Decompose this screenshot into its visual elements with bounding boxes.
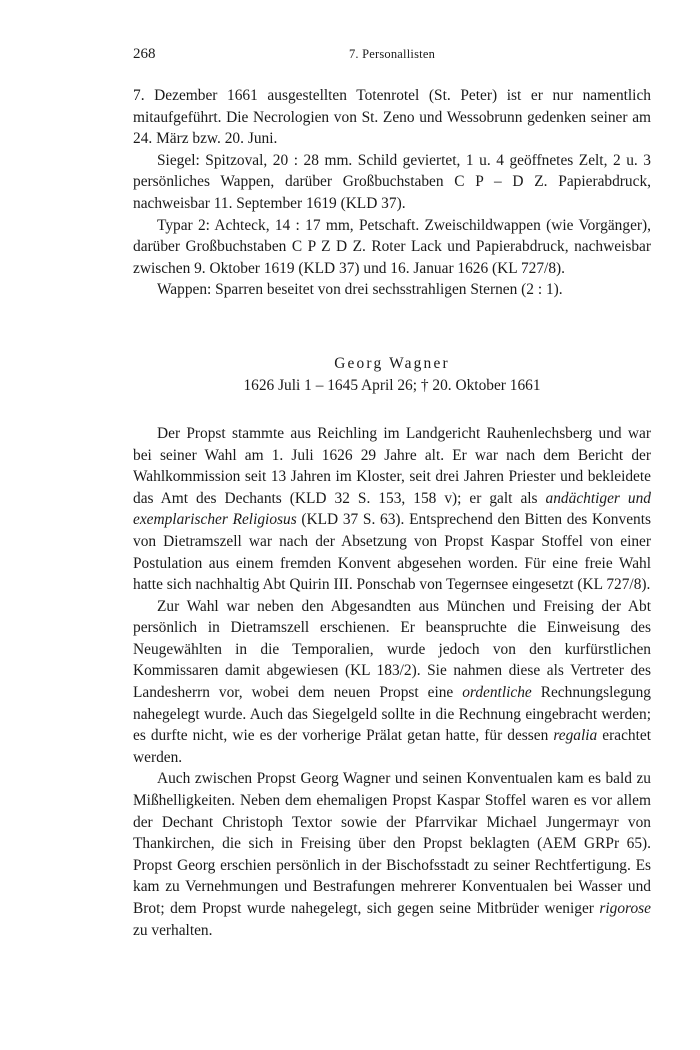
entry-name: Georg Wagner (334, 354, 450, 372)
running-head (133, 46, 651, 68)
page-number: 268 (133, 46, 156, 62)
entry-heading (133, 353, 651, 397)
paragraph-seal: Siegel: Spitzoval, 20 : 28 mm. Schild geviertet, 1 u. 4 geöffnetes Zelt, 2 u. 3 persönliches Wappen, darüber Großbuchstaben C P – D Z. Papierabdruck, nachweisbar 11. September 1619 (KLD 37). (133, 151, 651, 212)
previous-entry-continuation (133, 85, 651, 301)
paragraph-disputes (133, 768, 651, 941)
quoted-phrase: rigorose (599, 900, 651, 917)
text-run: Der Propst stammte aus Reichling im Landgericht Rauhenlechsberg und war bei seiner Wahl am 1. Juli 1626 29 Jahre alt. Er war nach dem Bericht der Wahlkommission seit 13 Jahren im Kloster, seit drei Jahren Priester und bekleidete das Amt des Dechants (KLD 32 S. 153, 158 v); er galt als (133, 424, 651, 507)
running-head-title: 7. Personallisten (348, 47, 436, 61)
entry-body (133, 423, 651, 941)
paragraph-typar: Typar 2: Achteck, 14 : 17 mm, Petschaft. Zweischildwappen (wie Vorgänger), darüber Großbuchstaben C P Z D Z. Roter Lack und Papierabdruck, nachweisbar zwischen 9. Oktober 1619 (KLD 37) und 16. Januar 1626 (KL 727/8). (133, 216, 651, 277)
text-run: (KLD 37 S. 63). Entsprechend den Bitten des Konvents von Dietramszell war nach der Absetzung von Propst Kaspar Stoffel von einer Postulation aus einem fremden Konvent abgesehen worden. Für eine freie Wahl hatte sich nachhaltig Abt Quirin III. Ponschab von Tegernsee eingesetzt (KL 727/8). (133, 511, 651, 594)
text-run: erachtet werden. (133, 727, 651, 766)
text-run: zu verhalten. (133, 921, 213, 939)
quoted-phrase: regalia (553, 727, 598, 745)
text-run: Zur Wahl war neben den Abgesandten aus München und Freising der Abt persönlich in Dietramszell erschienen. Er beanspruchte die Einweisung des Neugewählten in die Temporalien, wurde jedoch von den kurfürstlichen Kommissaren damit abgewiesen (KL 183/2). Sie nahmen diese als Vertreter des Landesherrn vor, wobei dem neuen Propst eine (133, 597, 651, 702)
paragraph-coat-of-arms: Wappen: Sparren beseitet von drei sechsstrahligen Sternen (2 : 1). (157, 281, 563, 299)
paragraph-biography (133, 423, 651, 596)
quoted-phrase: ordentliche (462, 684, 532, 702)
text-run: Auch zwischen Propst Georg Wagner und seinen Konventualen kam es bald zu Mißhelligkeiten. Neben dem ehemaligen Propst Kaspar Stoffel waren es vor allem der Dechant Christoph Textor sowie der Pfarrvikar Michael Jungermayr von Thankirchen, die sich in Freising über den Propst beklagten (AEM GRPr 65). Propst Georg erschien persönlich in der Bischofsstadt zu seiner Rechtfertigung. Es kam zu Vernehmungen und Bestrafungen mehrerer Konventualen bei Wasser und Brot; dem Propst wurde nahegelegt, sich gegen seine Mitbrüder weniger (133, 770, 651, 917)
entry-dates: 1626 Juli 1 – 1645 April 26; † 20. Oktober 1661 (243, 376, 541, 394)
quoted-phrase: andächtiger und exemplarischer Religiosus (133, 489, 651, 529)
paragraph-election (133, 596, 651, 769)
paragraph-obituary: 7. Dezember 1661 ausgestellten Totenrotel (St. Peter) ist er nur namentlich mitaufgeführt. Die Necrologien von St. Zeno und Wessobrunn gedenken seiner am 24. März bzw. 20. Juni. (133, 87, 651, 148)
book-page (133, 46, 651, 941)
text-run: Rechnungslegung nahegelegt wurde. Auch das Siegelgeld sollte in die Rechnung eingebracht werden; es durfte nicht, wie es der vorherige Prälat getan hatte, für dessen (133, 684, 651, 745)
